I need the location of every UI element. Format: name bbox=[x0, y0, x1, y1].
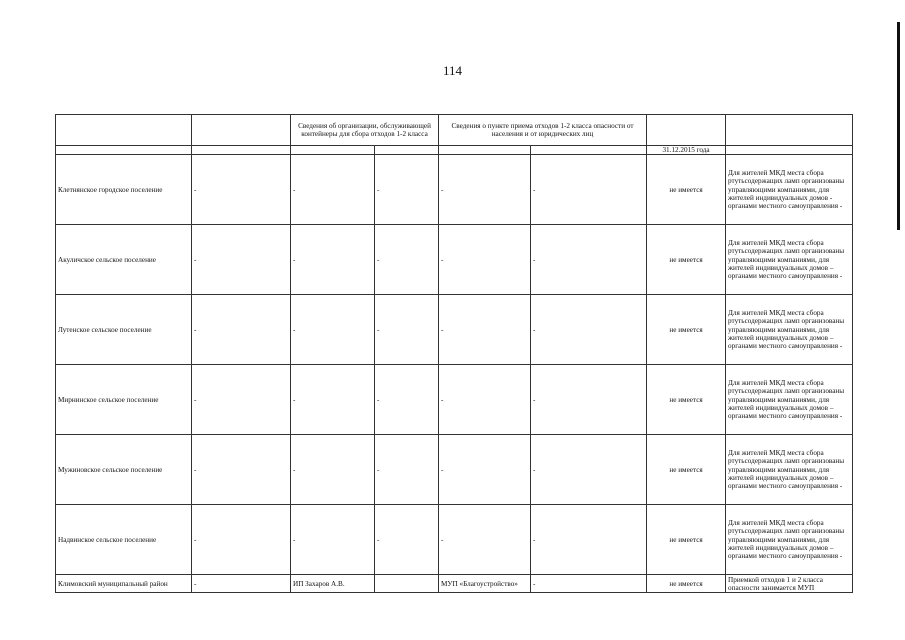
table-row bbox=[56, 155, 853, 225]
dash-cell: - bbox=[531, 505, 647, 575]
operator-cell: ИП Захаров А.В. bbox=[291, 575, 375, 593]
dash-cell: - bbox=[531, 155, 647, 225]
settlement-cell: Акуличское сельское поселение bbox=[56, 225, 192, 295]
note-cell: Для жителей МКД места сбора ртутьсодержащих ламп организованы управляющими компаниями, для жителей индивидуальных домов - органами местного самоуправления - bbox=[726, 155, 853, 225]
date-row bbox=[56, 146, 853, 155]
table-row bbox=[56, 295, 853, 365]
settlement-cell: Клетнянское городское поселение bbox=[56, 155, 192, 225]
dash-cell: - bbox=[439, 365, 531, 435]
header-row bbox=[56, 115, 853, 146]
table-row bbox=[56, 365, 853, 435]
edge-mark bbox=[897, 22, 900, 230]
note-cell: Приемкой отходов 1 и 2 класса опасности занимается МУП bbox=[726, 575, 853, 593]
dash-cell: - bbox=[531, 575, 647, 593]
dash-cell: - bbox=[439, 225, 531, 295]
settlement-cell: Надвинское сельское поселение bbox=[56, 505, 192, 575]
dash-cell: - bbox=[192, 505, 291, 575]
dash-cell: - bbox=[375, 435, 439, 505]
dash-cell: - bbox=[531, 295, 647, 365]
table-row bbox=[56, 225, 853, 295]
dash-cell: - bbox=[439, 155, 531, 225]
status-cell: не имеется bbox=[647, 435, 726, 505]
dash-cell: - bbox=[192, 435, 291, 505]
settlement-cell: Климовский муниципальный район bbox=[56, 575, 192, 593]
dash-cell: - bbox=[291, 505, 375, 575]
settlement-cell: Лутенское сельское поселение bbox=[56, 295, 192, 365]
dash-cell: - bbox=[291, 155, 375, 225]
settlement-cell: Мужиновское сельское поселение bbox=[56, 435, 192, 505]
dash-cell: - bbox=[439, 435, 531, 505]
dash-cell: - bbox=[192, 295, 291, 365]
dash-cell: - bbox=[375, 505, 439, 575]
table-body bbox=[56, 115, 853, 593]
page-number: 114 bbox=[442, 63, 463, 78]
dash-cell: - bbox=[192, 225, 291, 295]
dash-cell: - bbox=[375, 295, 439, 365]
dash-cell: - bbox=[291, 295, 375, 365]
status-cell: не имеется bbox=[647, 505, 726, 575]
dash-cell: - bbox=[531, 435, 647, 505]
dash-cell: - bbox=[531, 225, 647, 295]
dash-cell: - bbox=[439, 505, 531, 575]
dash-cell: - bbox=[291, 225, 375, 295]
dash-cell: - bbox=[375, 225, 439, 295]
note-cell: Для жителей МКД места сбора ртутьсодержащих ламп организованы управляющими компаниями, для жителей индивидуальных домов – органами местного самоуправления - bbox=[726, 295, 853, 365]
status-cell: не имеется bbox=[647, 365, 726, 435]
table-row bbox=[56, 435, 853, 505]
dash-cell: - bbox=[291, 365, 375, 435]
dash-cell: - bbox=[291, 435, 375, 505]
dash-cell: - bbox=[192, 155, 291, 225]
org-info-header: Сведения об организации, обслуживающей контейнеры для сбора отходов 1-2 класса bbox=[291, 115, 439, 146]
table-row bbox=[56, 505, 853, 575]
dash-cell: - bbox=[375, 155, 439, 225]
note-cell: Для жителей МКД места сбора ртутьсодержащих ламп организованы управляющими компаниями, для жителей индивидуальных домов – органами местного самоуправления - bbox=[726, 435, 853, 505]
status-cell: не имеется bbox=[647, 155, 726, 225]
note-cell: Для жителей МКД места сбора ртутьсодержащих ламп организованы управляющими компаниями, для жителей индивидуальных домов – органами местного самоуправления - bbox=[726, 505, 853, 575]
dash-cell: - bbox=[192, 575, 291, 593]
dash-cell: - bbox=[439, 295, 531, 365]
collection-point-header: Сведения о пункте приема отходов 1-2 класса опасности от населения и от юридических лиц bbox=[439, 115, 647, 146]
note-cell: Для жителей МКД места сбора ртутьсодержащих ламп организованы управляющими компаниями, для жителей индивидуальных домов – органами местного самоуправления - bbox=[726, 225, 853, 295]
dash-cell: - bbox=[375, 365, 439, 435]
status-cell: не имеется bbox=[647, 295, 726, 365]
dash-cell: - bbox=[531, 365, 647, 435]
collection-point-cell: МУП «Благоустройство» bbox=[439, 575, 531, 593]
status-cell: не имеется bbox=[647, 225, 726, 295]
table-row bbox=[56, 575, 853, 593]
date-header: 31.12.2015 года bbox=[647, 146, 726, 155]
settlement-cell: Мирнинское сельское поселение bbox=[56, 365, 192, 435]
waste-collection-table bbox=[55, 114, 853, 593]
empty-cell bbox=[375, 575, 439, 593]
status-cell: не имеется bbox=[647, 575, 726, 593]
note-cell: Для жителей МКД места сбора ртутьсодержащих ламп организованы управляющими компаниями, для жителей индивидуальных домов – органами местного самоуправления - bbox=[726, 365, 853, 435]
dash-cell: - bbox=[192, 365, 291, 435]
